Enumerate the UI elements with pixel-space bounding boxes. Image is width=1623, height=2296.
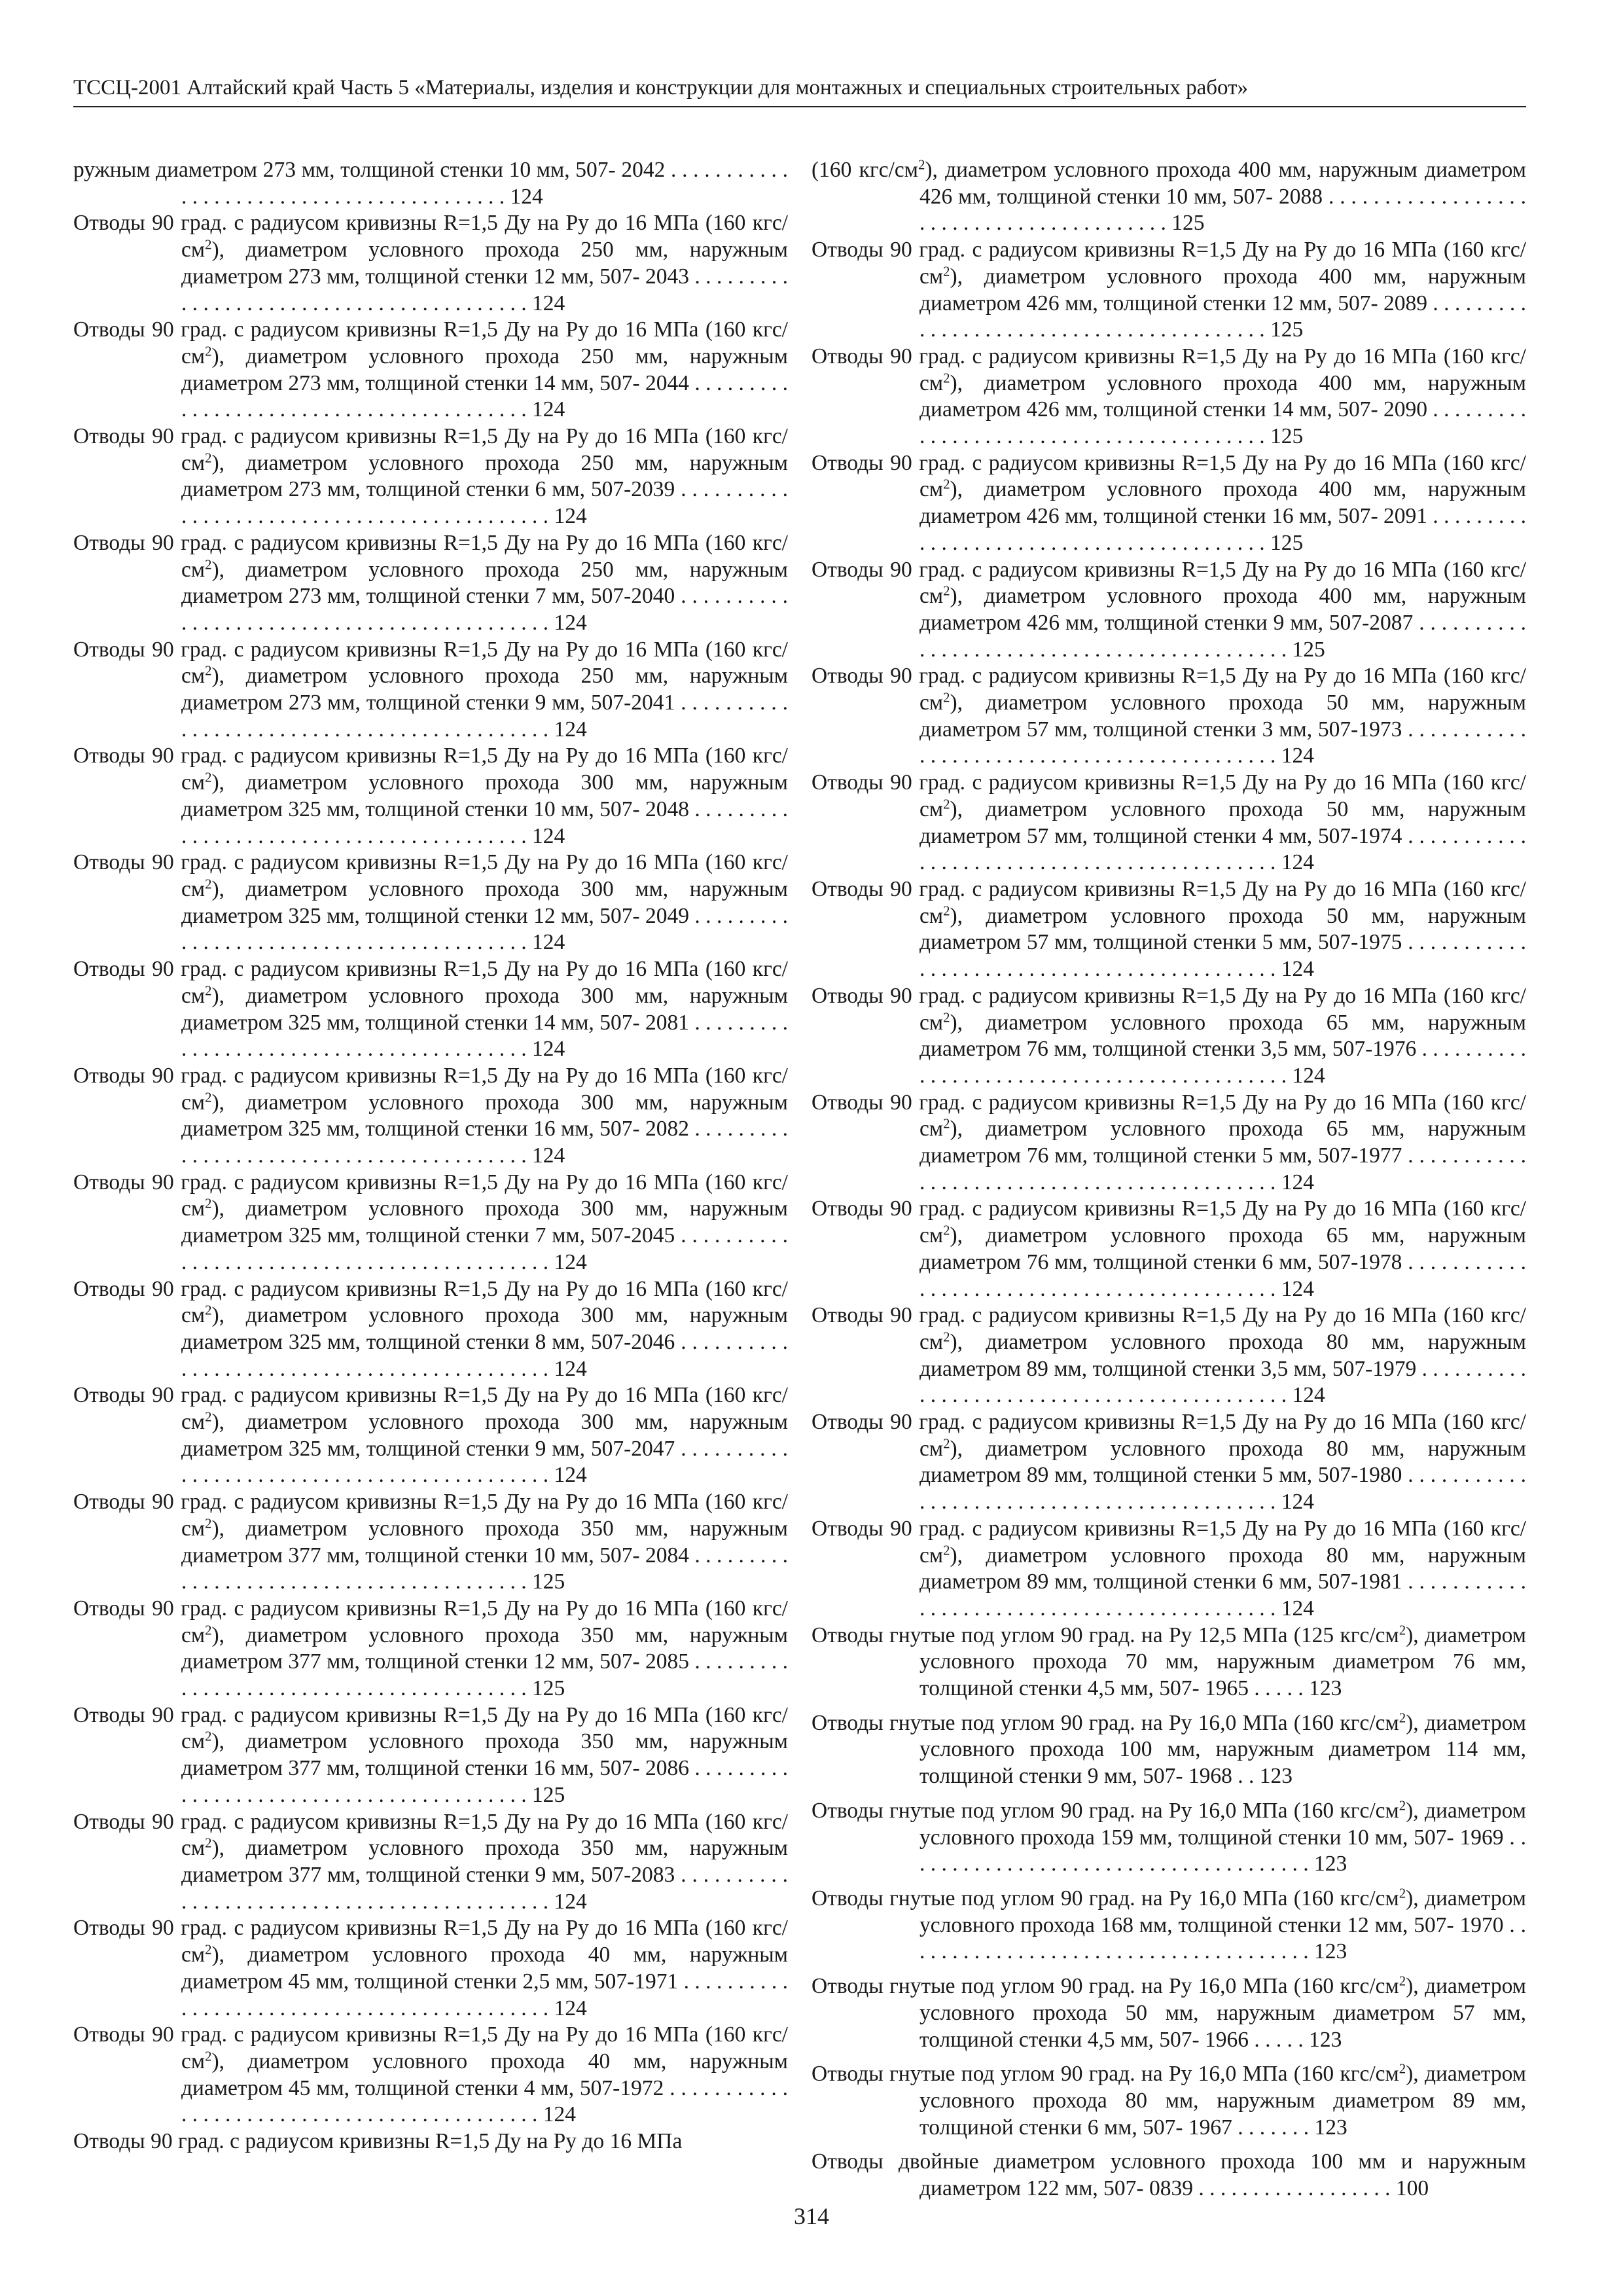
superscript-2: 2 [943, 1436, 950, 1452]
index-entry: Отводы 90 град. с радиусом кривизны R=1,5 Ду на Ру до 16 МПа (160 кгс/$см^2$), диаметром условного прохода 65 мм, наружным диаметром 76 мм, толщиной стенки 6 мм, 507-1978 . . . . . . . . . . . . . . . . . . . . . . . . . . . . . . . . . . . . . . . . . . . . 124 [812, 1196, 1526, 1301]
index-entry: Отводы 90 град. с радиусом кривизны R=1,5 Ду на Ру до 16 МПа (160 кгс/$см^2$), диаметром условного прохода 300 мм, наружным диаметром 325 мм, толщиной стенки 12 мм, 507- 2049 . . . . . . . . . . . . . . . . . . . . . . . . . . . . . . . . . . . . . . . . . 124 [73, 850, 788, 955]
index-entry: Отводы 90 град. с радиусом кривизны R=1,5 Ду на Ру до 16 МПа (160 кгс/$см^2$), диаметром условного прохода 250 мм, наружным диаметром 273 мм, толщиной стенки 7 мм, 507-2040 . . . . . . . . . . . . . . . . . . . . . . . . . . . . . . . . . . . . . . . . . . . . 124 [73, 530, 788, 635]
superscript-2: 2 [1399, 1973, 1406, 1989]
index-entry: Отводы 90 град. с радиусом кривизны R=1,5 Ду на Ру до 16 МПа (160 кгс/$см^2$), диаметром условного прохода 50 мм, наружным диаметром 57 мм, толщиной стенки 5 мм, 507-1975 . . . . . . . . . . . . . . . . . . . . . . . . . . . . . . . . . . . . . . . . . . . . 124 [812, 876, 1526, 982]
index-entry: ружным диаметром 273 мм, толщиной стенки 10 мм, 507- 2042 . . . . . . . . . . . . . . . . . . . . . . . . . . . . . . . . . . . . . . . . . 124 [73, 158, 788, 209]
superscript-2: 2 [943, 1329, 950, 1345]
superscript-2: 2 [205, 770, 212, 785]
superscript-2: 2 [943, 1223, 950, 1238]
superscript-2: 2 [205, 557, 212, 573]
superscript-2: 2 [205, 344, 212, 359]
superscript-2: 2 [918, 157, 925, 173]
superscript-2: 2 [205, 983, 212, 999]
index-entry: Отводы 90 град. с радиусом кривизны R=1,5 Ду на Ру до 16 МПа (160 кгс/$см^2$), диаметром условного прохода 80 мм, наружным диаметром 89 мм, толщиной стенки 5 мм, 507-1980 . . . . . . . . . . . . . . . . . . . . . . . . . . . . . . . . . . . . . . . . . . . . 124 [812, 1410, 1526, 1515]
superscript-2: 2 [1399, 1710, 1406, 1726]
index-entry: Отводы 90 град. с радиусом кривизны R=1,5 Ду на Ру до 16 МПа (160 кгс/$см^2$), диаметром условного прохода 250 мм, наружным диаметром 273 мм, толщиной стенки 6 мм, 507-2039 . . . . . . . . . . . . . . . . . . . . . . . . . . . . . . . . . . . . . . . . . . . . 124 [73, 424, 788, 529]
index-entry: Отводы 90 град. с радиусом кривизны R=1,5 Ду на Ру до 16 МПа (160 кгс/$см^2$), диаметром условного прохода 40 мм, наружным диаметром 45 мм, толщиной стенки 2,5 мм, 507-1971 . . . . . . . . . . . . . . . . . . . . . . . . . . . . . . . . . . . . . . . . . . . . 124 [73, 1916, 788, 2020]
superscript-2: 2 [943, 1543, 950, 1558]
index-entry: Отводы 90 град. с радиусом кривизны R=1,5 Ду на Ру до 16 МПа (160 кгс/$см^2$), диаметром условного прохода 300 мм, наружным диаметром 325 мм, толщиной стенки 10 мм, 507- 2048 . . . . . . . . . . . . . . . . . . . . . . . . . . . . . . . . . . . . . . . . . 124 [73, 744, 788, 848]
index-entry: Отводы 90 град. с радиусом кривизны R=1,5 Ду на Ру до 16 МПа (160 кгс/$см^2$), диаметром условного прохода 300 мм, наружным диаметром 325 мм, толщиной стенки 9 мм, 507-2047 . . . . . . . . . . . . . . . . . . . . . . . . . . . . . . . . . . . . . . . . . . . . 124 [73, 1383, 788, 1488]
superscript-2: 2 [205, 1729, 212, 1745]
superscript-2: 2 [943, 797, 950, 812]
index-entry: Отводы 90 град. с радиусом кривизны R=1,5 Ду на Ру до 16 МПа (160 кгс/$см^2$), диаметром условного прохода 80 мм, наружным диаметром 89 мм, толщиной стенки 3,5 мм, 507-1979 . . . . . . . . . . . . . . . . . . . . . . . . . . . . . . . . . . . . . . . . . . . . 124 [812, 1303, 1526, 1408]
superscript-2: 2 [205, 450, 212, 466]
index-column-left [73, 157, 788, 2155]
index-entry: Отводы 90 град. с радиусом кривизны R=1,5 Ду на Ру до 16 МПа [73, 2129, 683, 2154]
index-entry: Отводы 90 град. с радиусом кривизны R=1,5 Ду на Ру до 16 МПа (160 кгс/$см^2$), диаметром условного прохода 50 мм, наружным диаметром 57 мм, толщиной стенки 3 мм, 507-1973 . . . . . . . . . . . . . . . . . . . . . . . . . . . . . . . . . . . . . . . . . . . . 124 [812, 664, 1526, 768]
index-entry: Отводы 90 град. с радиусом кривизны R=1,5 Ду на Ру до 16 МПа (160 кгс/$см^2$), диаметром условного прохода 250 мм, наружным диаметром 273 мм, толщиной стенки 9 мм, 507-2041 . . . . . . . . . . . . . . . . . . . . . . . . . . . . . . . . . . . . . . . . . . . . 124 [73, 637, 788, 742]
superscript-2: 2 [943, 477, 950, 493]
superscript-2: 2 [205, 1623, 212, 1638]
superscript-2: 2 [943, 903, 950, 919]
index-entry: Отводы 90 град. с радиусом кривизны R=1,5 Ду на Ру до 16 МПа (160 кгс/$см^2$), диаметром условного прохода 300 мм, наружным диаметром 325 мм, толщиной стенки 8 мм, 507-2046 . . . . . . . . . . . . . . . . . . . . . . . . . . . . . . . . . . . . . . . . . . . . 124 [73, 1276, 788, 1381]
index-entry: Отводы 90 град. с радиусом кривизны R=1,5 Ду на Ру до 16 МПа (160 кгс/$см^2$), диаметром условного прохода 350 мм, наружным диаметром 377 мм, толщиной стенки 10 мм, 507- 2084 . . . . . . . . . . . . . . . . . . . . . . . . . . . . . . . . . . . . . . . . . 125 [73, 1490, 788, 1594]
index-entry: Отводы 90 град. с радиусом кривизны R=1,5 Ду на Ру до 16 МПа (160 кгс/$см^2$), диаметром условного прохода 50 мм, наружным диаметром 57 мм, толщиной стенки 4 мм, 507-1974 . . . . . . . . . . . . . . . . . . . . . . . . . . . . . . . . . . . . . . . . . . . . 124 [812, 770, 1526, 875]
superscript-2: 2 [205, 1835, 212, 1851]
superscript-2: 2 [1399, 1886, 1406, 1901]
superscript-2: 2 [1399, 2061, 1406, 2077]
index-entry: Отводы 90 град. с радиусом кривизны R=1,5 Ду на Ру до 16 МПа (160 кгс/$см^2$), диаметром условного прохода 350 мм, наружным диаметром 377 мм, толщиной стенки 12 мм, 507- 2085 . . . . . . . . . . . . . . . . . . . . . . . . . . . . . . . . . . . . . . . . . 125 [73, 1596, 788, 1701]
index-entry: Отводы 90 град. с радиусом кривизны R=1,5 Ду на Ру до 16 МПа (160 кгс/$см^2$), диаметром условного прохода 250 мм, наружным диаметром 273 мм, толщиной стенки 12 мм, 507- 2043 . . . . . . . . . . . . . . . . . . . . . . . . . . . . . . . . . . . . . . . . . 124 [73, 211, 788, 315]
superscript-2: 2 [943, 1010, 950, 1026]
superscript-2: 2 [205, 2049, 212, 2064]
superscript-2: 2 [205, 1942, 212, 1958]
superscript-2: 2 [205, 1302, 212, 1318]
superscript-2: 2 [943, 1116, 950, 1132]
index-entry: Отводы гнутые под углом 90 град. на Ру 16,0 МПа (160 кгс/$см^2$), диаметром условного прохода 100 мм, наружным диаметром 114 мм, толщиной стенки 9 мм, 507- 1968 . . 123 [812, 1710, 1526, 1789]
index-entry: Отводы 90 град. с радиусом кривизны R=1,5 Ду на Ру до 16 МПа (160 кгс/$см^2$), диаметром условного прохода 40 мм, наружным диаметром 45 мм, толщиной стенки 4 мм, 507-1972 . . . . . . . . . . . . . . . . . . . . . . . . . . . . . . . . . . . . . . . . . . . . 124 [73, 2022, 788, 2127]
index-entry: Отводы гнутые под углом 90 град. на Ру 16,0 МПа (160 кгс/$см^2$), диаметром условного прохода 159 мм, толщиной стенки 10 мм, 507- 1969 . . . . . . . . . . . . . . . . . . . . . . . . . . . . . . . . . . . . . . 123 [812, 1798, 1526, 1876]
superscript-2: 2 [205, 237, 212, 253]
page-header: ТССЦ-2001 Алтайский край Часть 5 «Материалы, изделия и конструкции для монтажных и специальных строительных работ» [73, 73, 1526, 107]
superscript-2: 2 [943, 264, 950, 279]
superscript-2: 2 [1399, 1623, 1406, 1638]
index-entry: Отводы 90 град. с радиусом кривизны R=1,5 Ду на Ру до 16 МПа (160 кгс/$см^2$), диаметром условного прохода 300 мм, наружным диаметром 325 мм, толщиной стенки 14 мм, 507- 2081 . . . . . . . . . . . . . . . . . . . . . . . . . . . . . . . . . . . . . . . . . 124 [73, 957, 788, 1062]
superscript-2: 2 [205, 1090, 212, 1105]
index-entry: Отводы 90 град. с радиусом кривизны R=1,5 Ду на Ру до 16 МПа (160 кгс/$см^2$), диаметром условного прохода 65 мм, наружным диаметром 76 мм, толщиной стенки 5 мм, 507-1977 . . . . . . . . . . . . . . . . . . . . . . . . . . . . . . . . . . . . . . . . . . . . 124 [812, 1090, 1526, 1194]
superscript-2: 2 [205, 1196, 212, 1211]
index-entry: Отводы 90 град. с радиусом кривизны R=1,5 Ду на Ру до 16 МПа (160 кгс/$см^2$), диаметром условного прохода 300 мм, наружным диаметром 325 мм, толщиной стенки 16 мм, 507- 2082 . . . . . . . . . . . . . . . . . . . . . . . . . . . . . . . . . . . . . . . . . 124 [73, 1063, 788, 1168]
page-number: 314 [794, 2203, 829, 2229]
index-entry: Отводы 90 град. с радиусом кривизны R=1,5 Ду на Ру до 16 МПа (160 кгс/$см^2$), диаметром условного прохода 400 мм, наружным диаметром 426 мм, толщиной стенки 9 мм, 507-2087 . . . . . . . . . . . . . . . . . . . . . . . . . . . . . . . . . . . . . . . . . . . . 125 [812, 557, 1526, 662]
superscript-2: 2 [943, 690, 950, 706]
superscript-2: 2 [205, 663, 212, 679]
superscript-2: 2 [205, 1409, 212, 1425]
index-entry: Отводы гнутые под углом 90 град. на Ру 16,0 МПа (160 кгс/$см^2$), диаметром условного прохода 168 мм, толщиной стенки 12 мм, 507- 1970 . . . . . . . . . . . . . . . . . . . . . . . . . . . . . . . . . . . . . . 123 [812, 1886, 1526, 1964]
index-entry: Отводы 90 град. с радиусом кривизны R=1,5 Ду на Ру до 16 МПа (160 кгс/$см^2$), диаметром условного прохода 400 мм, наружным диаметром 426 мм, толщиной стенки 14 мм, 507- 2090 . . . . . . . . . . . . . . . . . . . . . . . . . . . . . . . . . . . . . . . . . 125 [812, 344, 1526, 449]
index-entry: Отводы 90 град. с радиусом кривизны R=1,5 Ду на Ру до 16 МПа (160 кгс/$см^2$), диаметром условного прохода 350 мм, наружным диаметром 377 мм, толщиной стенки 16 мм, 507- 2086 . . . . . . . . . . . . . . . . . . . . . . . . . . . . . . . . . . . . . . . . . 125 [73, 1702, 788, 1807]
index-entry: Отводы 90 град. с радиусом кривизны R=1,5 Ду на Ру до 16 МПа (160 кгс/$см^2$), диаметром условного прохода 80 мм, наружным диаметром 89 мм, толщиной стенки 6 мм, 507-1981 . . . . . . . . . . . . . . . . . . . . . . . . . . . . . . . . . . . . . . . . . . . . 124 [812, 1516, 1526, 1621]
superscript-2: 2 [205, 876, 212, 892]
index-entry: Отводы 90 град. с радиусом кривизны R=1,5 Ду на Ру до 16 МПа (160 кгс/$см^2$), диаметром условного прохода 350 мм, наружным диаметром 377 мм, толщиной стенки 9 мм, 507-2083 . . . . . . . . . . . . . . . . . . . . . . . . . . . . . . . . . . . . . . . . . . . . 124 [73, 1809, 788, 1914]
index-entry: Отводы гнутые под углом 90 град. на Ру 16,0 МПа (160 кгс/$см^2$), диаметром условного прохода 80 мм, наружным диаметром 89 мм, толщиной стенки 6 мм, 507- 1967 . . . . . . . 123 [812, 2061, 1526, 2140]
index-entry: Отводы 90 град. с радиусом кривизны R=1,5 Ду на Ру до 16 МПа (160 кгс/$см^2$), диаметром условного прохода 400 мм, наружным диаметром 426 мм, толщиной стенки 12 мм, 507- 2089 . . . . . . . . . . . . . . . . . . . . . . . . . . . . . . . . . . . . . . . . . 125 [812, 238, 1526, 342]
index-entry: Отводы гнутые под углом 90 град. на Ру 16,0 МПа (160 кгс/$см^2$), диаметром условного прохода 50 мм, наружным диаметром 57 мм, толщиной стенки 4,5 мм, 507- 1966 . . . . . 123 [812, 1973, 1526, 2052]
index-entry: Отводы двойные диаметром условного прохода 100 мм и наружным диаметром 122 мм, 507- 0839 . . . . . . . . . . . . . . . . . . 100 [812, 2149, 1526, 2201]
index-entry: Отводы 90 град. с радиусом кривизны R=1,5 Ду на Ру до 16 МПа (160 кгс/$см^2$), диаметром условного прохода 300 мм, наружным диаметром 325 мм, толщиной стенки 7 мм, 507-2045 . . . . . . . . . . . . . . . . . . . . . . . . . . . . . . . . . . . . . . . . . . . . 124 [73, 1170, 788, 1274]
superscript-2: 2 [205, 1516, 212, 1532]
superscript-2: 2 [1399, 1798, 1406, 1814]
index-entry: Отводы 90 град. с радиусом кривизны R=1,5 Ду на Ру до 16 МПа (160 кгс/$см^2$), диаметром условного прохода 400 мм, наружным диаметром 426 мм, толщиной стенки 16 мм, 507- 2091 . . . . . . . . . . . . . . . . . . . . . . . . . . . . . . . . . . . . . . . . . 125 [812, 450, 1526, 555]
index-column-right [812, 157, 1526, 2202]
index-entry: Отводы 90 град. с радиусом кривизны R=1,5 Ду на Ру до 16 МПа (160 кгс/$см^2$), диаметром условного прохода 250 мм, наружным диаметром 273 мм, толщиной стенки 14 мм, 507- 2044 . . . . . . . . . . . . . . . . . . . . . . . . . . . . . . . . . . . . . . . . . 124 [73, 317, 788, 422]
index-entry: Отводы гнутые под углом 90 град. на Ру 12,5 МПа (125 кгс/$см^2$), диаметром условного прохода 70 мм, наружным диаметром 76 мм, толщиной стенки 4,5 мм, 507- 1965 . . . . . 123 [812, 1623, 1526, 1701]
index-entry: (160 кгс/$см^2$), диаметром условного прохода 400 мм, наружным диаметром 426 мм, толщиной стенки 10 мм, 507- 2088 . . . . . . . . . . . . . . . . . . . . . . . . . . . . . . . . . . . . . . . . . 125 [812, 157, 1526, 236]
superscript-2: 2 [943, 583, 950, 599]
index-entry: Отводы 90 град. с радиусом кривизны R=1,5 Ду на Ру до 16 МПа (160 кгс/$см^2$), диаметром условного прохода 65 мм, наружным диаметром 76 мм, толщиной стенки 3,5 мм, 507-1976 . . . . . . . . . . . . . . . . . . . . . . . . . . . . . . . . . . . . . . . . . . . . 124 [812, 983, 1526, 1088]
superscript-2: 2 [943, 370, 950, 386]
